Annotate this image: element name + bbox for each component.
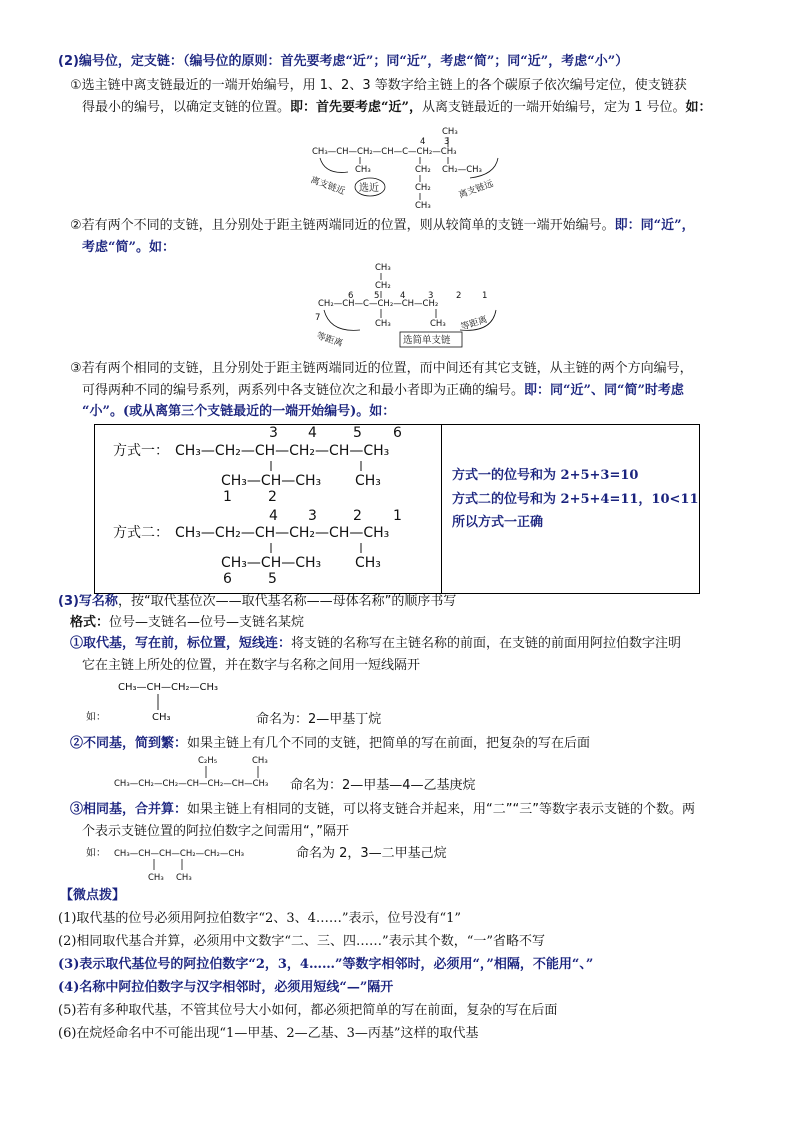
- diagram-2: [310, 258, 510, 350]
- m1-label: 方式一：: [113, 443, 169, 459]
- svg-text:CH₃: CH₃: [252, 756, 268, 766]
- svg-text:CH₃: CH₃: [148, 873, 164, 883]
- note-3: 所以方式一正确: [452, 515, 544, 530]
- svg-text:2: 2: [456, 291, 462, 301]
- svg-text:CH₃: CH₃: [375, 263, 391, 273]
- svg-text:CH₃—CH—CH₂—CH—C—CH₂—CH₃: CH₃—CH—CH₂—CH—C—CH₂—CH₃: [312, 147, 457, 157]
- tip-6: (6)在烷烃命名中不可能出现“1—甲基、2—乙基、3—丙基”这样的取代基: [58, 1026, 479, 1041]
- tip-3: (3)表示取代基位号的阿拉伯数字“2，3，4……”等数字相邻时，必须用“，”相隔，不能用“、”: [58, 957, 594, 972]
- svg-text:5: 5: [268, 571, 277, 587]
- svg-text:1: 1: [223, 489, 232, 505]
- tip-2: (2)相同取代基合并算，必须用中文数字“二、三、四……”表示其个数，“一”省略不写: [58, 934, 545, 949]
- svg-text:CH₃—CH₂—CH₂—CH—CH₂—CH—CH₃: CH₃—CH₂—CH₂—CH—CH₂—CH—CH₃: [114, 779, 269, 789]
- tip-4: (4)名称中阿拉伯数字与汉字相邻时，必须用短线“—”隔开: [58, 980, 394, 995]
- rule-3-line-c: “小”。(或从离第三个支链最近的一端开始编号)。如：: [82, 404, 396, 419]
- svg-text:CH₃: CH₃: [375, 319, 391, 329]
- item-1-line-a: ①取代基，写在前，标位置，短线连：将支链的名称写在主链名称的前面，在支链的前面用阿拉伯数字注明: [70, 636, 682, 651]
- svg-text:4: 4: [269, 508, 278, 524]
- tip-5: (5)若有多种取代基，不管其位号大小如何，都必须把简单的写在前面，复杂的写在后面: [58, 1003, 558, 1018]
- item-2-line: ②不同基，简到繁：如果主链上有几个不同的支链，把简单的写在前面，把复杂的写在后面: [70, 736, 591, 751]
- note-1: 方式一的位号和为 2+5+3=10: [452, 468, 639, 483]
- section-2-title: (2)编号位，定支链：: [58, 54, 183, 69]
- m1-branch-2: CH₃: [355, 473, 381, 489]
- svg-text:CH₃—CH—CH₂—CH₃: CH₃—CH—CH₂—CH₃: [118, 682, 219, 693]
- rule-1-line-b: 得最小的编号，以确定支链的位置。即：首先要考虑“近”，从离支链最近的一端开始编号，定为 1 号位。如：: [82, 100, 712, 115]
- svg-text:4: 4: [420, 137, 426, 147]
- m1-main-chain: CH₃—CH₂—CH—CH₂—CH—CH₃: [175, 443, 390, 459]
- section-3-heading: (3)写名称，按“取代基位次——取代基名称——母体名称”的顺序书写: [58, 594, 457, 609]
- rule-2-line-b: 考虑“简”。如：: [82, 240, 175, 255]
- numbering-rule: （编号位的原则：首先要考虑“近”；同“近”，考虑“简”；同“近”，考虑“小”）: [182, 54, 629, 69]
- item-1-line-b: 它在主链上所处的位置，并在数字与名称之间用一短线隔开: [82, 658, 421, 673]
- m2-main-chain: CH₃—CH₂—CH—CH₂—CH—CH₃: [175, 525, 390, 541]
- svg-text:3: 3: [444, 137, 450, 147]
- d2-right-label: 等距离: [459, 314, 489, 333]
- item-3-line-b: 个表示支链位置的阿拉伯数字之间需用“，”隔开: [82, 824, 349, 839]
- svg-text:4: 4: [400, 291, 406, 301]
- note-2: 方式二的位号和为 2+5+4=11，10<11: [452, 492, 699, 507]
- svg-text:CH₂: CH₂: [415, 165, 431, 175]
- svg-text:1: 1: [482, 291, 488, 301]
- example-1-name: 命名为：2—甲基丁烷: [256, 712, 382, 727]
- example-3-name: 命名为 2，3—二甲基己烷: [296, 846, 447, 861]
- format-line: 格式：位号—支链名—位号—支链名某烷: [70, 615, 305, 630]
- svg-text:5: 5: [353, 425, 362, 441]
- m2-branch: CH₃—CH—CH₃: [221, 555, 322, 571]
- svg-text:2: 2: [353, 508, 362, 524]
- item-3-line-a: ③相同基，合并算：如果主链上有相同的支链，可以将支链合并起来，用“二”“三”等数字表示支链的个数。两: [70, 802, 695, 817]
- svg-text:2: 2: [268, 489, 277, 505]
- svg-text:3: 3: [308, 508, 317, 524]
- d1-right-label: 离支链远: [457, 179, 495, 201]
- m2-label: 方式二：: [113, 525, 169, 541]
- d2-box-label: 选简单支链: [403, 335, 451, 346]
- example-2-structure: [110, 754, 310, 794]
- rule-3-line-a: ③若有两个相同的支链，且分别处于距主链两端同近的位置，而中间还有其它支链，从主链的两个方向编号，: [70, 361, 693, 376]
- section-2-heading: [58, 52, 628, 72]
- diagram-1: [300, 120, 530, 215]
- svg-text:4: 4: [308, 425, 317, 441]
- tip-1: (1)取代基的位号必须用阿拉伯数字“2、3、4……”表示，位号没有“1”: [58, 911, 462, 926]
- svg-text:CH₂—CH₃: CH₂—CH₃: [442, 165, 482, 175]
- svg-text:3: 3: [428, 291, 434, 301]
- svg-text:6: 6: [393, 425, 402, 441]
- numbering-methods: [95, 425, 441, 591]
- svg-text:CH₃: CH₃: [415, 201, 431, 211]
- svg-text:CH₃: CH₃: [442, 127, 458, 137]
- svg-text:如：: 如：: [86, 848, 106, 859]
- svg-text:CH₂: CH₂: [375, 281, 391, 291]
- m1-branch: CH₃—CH—CH₃: [221, 473, 322, 489]
- m2-branch-2: CH₃: [355, 555, 381, 571]
- example-2-name: 命名为：2—甲基—4—乙基庚烷: [290, 778, 476, 793]
- section-3-title: (3)写名称: [58, 594, 118, 609]
- svg-text:如：: 如：: [86, 712, 106, 723]
- d1-box-label: 选近: [359, 183, 379, 194]
- tips-title: 【微点拨】: [60, 888, 126, 903]
- d2-left-label: 等距离: [315, 331, 344, 350]
- svg-text:CH₃: CH₃: [176, 873, 192, 883]
- svg-text:5: 5: [374, 291, 380, 301]
- svg-text:7: 7: [315, 313, 321, 323]
- svg-text:6: 6: [223, 571, 232, 587]
- svg-text:CH₃: CH₃: [430, 319, 446, 329]
- svg-text:CH₃: CH₃: [355, 165, 371, 175]
- svg-text:3: 3: [269, 425, 278, 441]
- svg-text:C₂H₅: C₂H₅: [198, 756, 218, 766]
- rule-3-line-b: 可得两种不同的编号系列，两系列中各支链位次之和最小者即为正确的编号。即：同“近”、同“简”时考虑: [82, 383, 684, 398]
- rule-2-line-a: ②若有两个不同的支链，且分别处于距主链两端同近的位置，则从较简单的支链一端开始编号。即：同“近”，: [70, 218, 695, 233]
- svg-text:CH₃: CH₃: [152, 712, 171, 723]
- svg-text:CH₃—CH—CH—CH₂—CH₂—CH₃: CH₃—CH—CH—CH₂—CH₂—CH₃: [114, 849, 245, 859]
- svg-text:CH₂: CH₂: [415, 183, 431, 193]
- d1-left-label: 离支链近: [308, 175, 347, 198]
- example-3-structure: [80, 842, 300, 886]
- svg-text:6: 6: [348, 291, 354, 301]
- example-1-structure: [80, 676, 280, 724]
- rule-1-line-a: ①选主链中离支链最近的一端开始编号，用 1、2、3 等数字给主链上的各个碳原子依次编号定位，使支链获: [70, 78, 687, 93]
- svg-text:CH₂—CH—C—CH₂—CH—CH₂: CH₂—CH—C—CH₂—CH—CH₂: [318, 299, 439, 309]
- svg-text:1: 1: [393, 508, 402, 524]
